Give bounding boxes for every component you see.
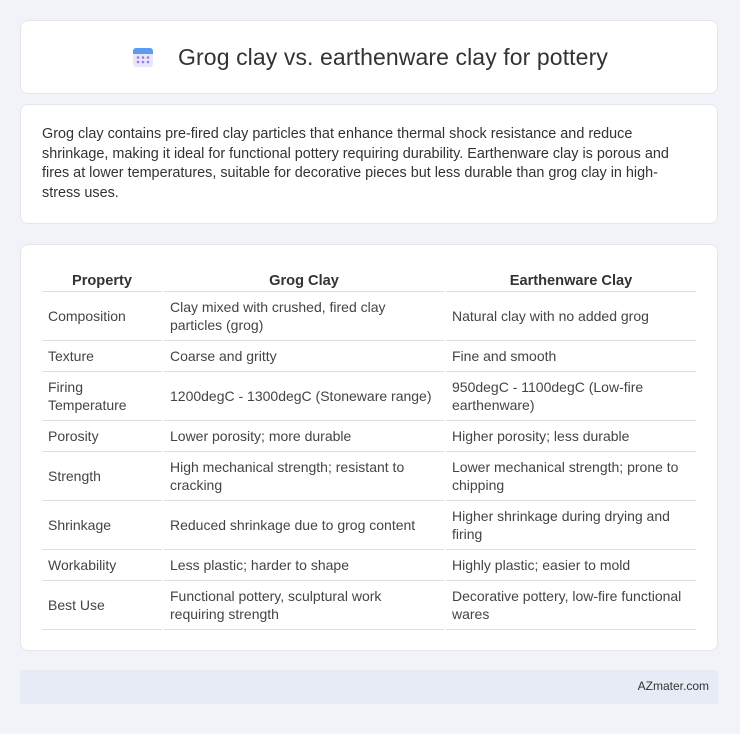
comparison-table [40, 263, 698, 630]
page-title: Grog clay vs. earthenware clay for pottery [178, 43, 608, 70]
table-row [42, 452, 696, 501]
table-cell: Functional pottery, sculptural work requiring strength [164, 581, 444, 630]
table-cell: Natural clay with no added grog [446, 292, 696, 341]
comparison-table-card [20, 244, 718, 651]
table-cell: Decorative pottery, low-fire functional wares [446, 581, 696, 630]
footer-brand-link[interactable]: AZmater.com [637, 679, 709, 693]
table-cell: Fine and smooth [446, 341, 696, 372]
table-cell: Higher porosity; less durable [446, 421, 696, 452]
table-row [42, 372, 696, 421]
intro-paragraph: Grog clay contains pre-fired clay particles that enhance thermal shock resistance and reduce shrinkage, making it ideal for functional pottery requiring durability. Earthenware clay is porous and fires at lower temperatures, suitable for decorative pieces but less durable than grog clay in high-stress uses. [42, 126, 669, 201]
table-cell: 950degC - 1100degC (Low-fire earthenware) [446, 372, 696, 421]
column-header-property: Property [42, 263, 162, 292]
footer-bar [20, 670, 718, 704]
row-label-composition: Composition [42, 292, 162, 341]
table-row [42, 341, 696, 372]
table-row [42, 581, 696, 630]
table-row [42, 501, 696, 550]
row-label-texture: Texture [42, 341, 162, 372]
table-cell: Coarse and gritty [164, 341, 444, 372]
calendar-icon [130, 44, 156, 70]
row-label-porosity: Porosity [42, 421, 162, 452]
table-cell: Clay mixed with crushed, fired clay particles (grog) [164, 292, 444, 341]
row-label-best-use: Best Use [42, 581, 162, 630]
table-cell: 1200degC - 1300degC (Stoneware range) [164, 372, 444, 421]
table-cell: Lower porosity; more durable [164, 421, 444, 452]
table-cell: High mechanical strength; resistant to cracking [164, 452, 444, 501]
title-card [20, 20, 718, 94]
table-cell: Reduced shrinkage due to grog content [164, 501, 444, 550]
column-header-earthenware-clay: Earthenware Clay [446, 263, 696, 292]
row-label-firing-temperature: Firing Temperature [42, 372, 162, 421]
table-row [42, 421, 696, 452]
row-label-workability: Workability [42, 550, 162, 581]
table-cell: Higher shrinkage during drying and firing [446, 501, 696, 550]
intro-card [20, 104, 718, 224]
table-row [42, 550, 696, 581]
table-header-row [42, 263, 696, 292]
column-header-grog-clay: Grog Clay [164, 263, 444, 292]
table-cell: Less plastic; harder to shape [164, 550, 444, 581]
table-row [42, 292, 696, 341]
row-label-shrinkage: Shrinkage [42, 501, 162, 550]
table-cell: Highly plastic; easier to mold [446, 550, 696, 581]
table-cell: Lower mechanical strength; prone to chipping [446, 452, 696, 501]
row-label-strength: Strength [42, 452, 162, 501]
